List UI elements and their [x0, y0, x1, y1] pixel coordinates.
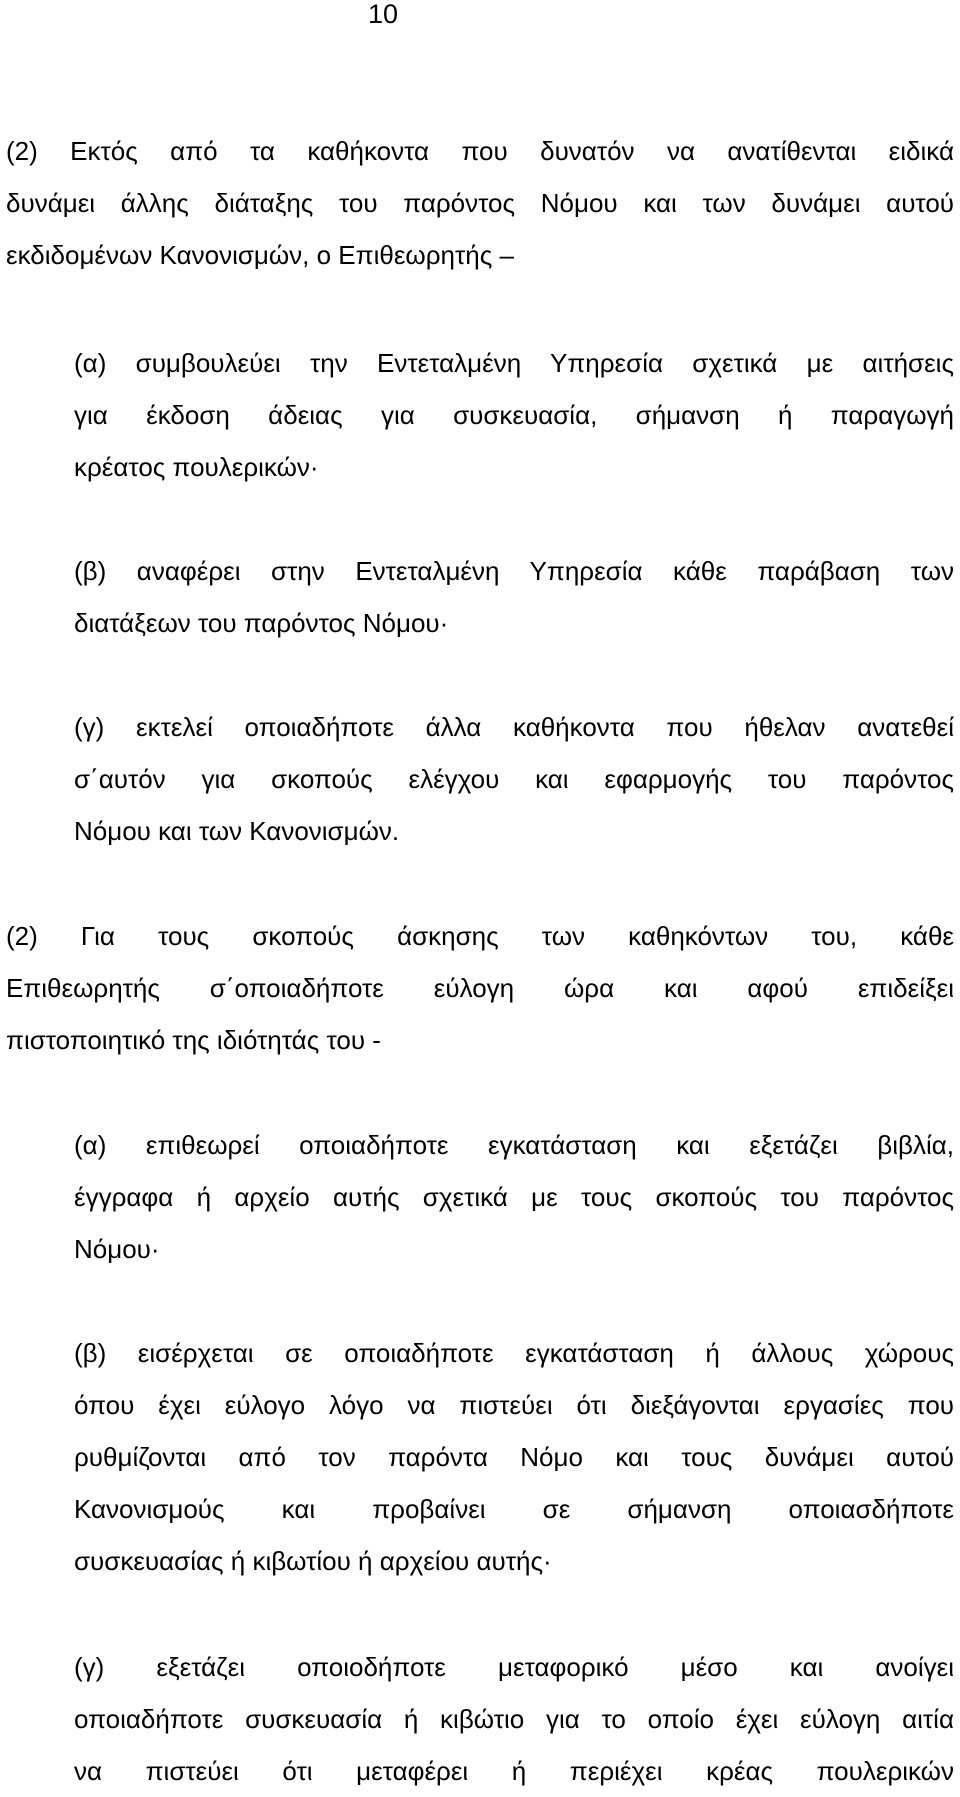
text-line: (γ) εξετάζει οποιοδήποτε μεταφορικό μέσο και ανοίγει: [74, 1652, 954, 1682]
clause-a: [74, 337, 954, 493]
power-b: [74, 1327, 954, 1587]
text-line: έγγραφα ή αρχείο αυτής σχετικά με τους σκοπούς του παρόντος: [74, 1182, 954, 1212]
text-line: δυνάμει άλλης διάταξης του παρόντος Νόμου και των δυνάμει αυτού: [6, 188, 954, 218]
paragraph-2-powers: [6, 910, 954, 1066]
text-line: σ΄αυτόν για σκοπούς ελέγχου και εφαρμογής του παρόντος: [74, 764, 954, 794]
page-number: 10: [367, 0, 399, 29]
text-line: για έκδοση άδειας για συσκευασία, σήμανση ή παραγωγή: [74, 400, 954, 430]
text-line: (β) εισέρχεται σε οποιαδήποτε εγκατάσταση ή άλλους χώρους: [74, 1338, 954, 1368]
text-line: συσκευασίας ή κιβωτίου ή αρχείου αυτής·: [74, 1546, 552, 1576]
text-line: όπου έχει εύλογο λόγο να πιστεύει ότι διεξάγονται εργασίες που: [74, 1390, 954, 1420]
text-line: (α) επιθεωρεί οποιαδήποτε εγκατάσταση και εξετάζει βιβλία,: [74, 1130, 954, 1160]
clause-b: [74, 545, 954, 649]
text-line: (β) αναφέρει στην Εντεταλμένη Υπηρεσία κάθε παράβαση των: [74, 556, 954, 586]
text-line: Νόμου·: [74, 1234, 160, 1264]
text-line: να πιστεύει ότι μεταφέρει ή περιέχει κρέας πουλερικών: [74, 1756, 954, 1786]
text-line: (γ) εκτελεί οποιαδήποτε άλλα καθήκοντα που ήθελαν ανατεθεί: [74, 712, 954, 742]
text-line: κρέατος πουλερικών·: [74, 452, 319, 482]
clause-c: [74, 701, 954, 857]
text-line: Νόμου και των Κανονισμών.: [74, 816, 400, 846]
text-line: διατάξεων του παρόντος Νόμου·: [74, 608, 449, 638]
power-a: [74, 1119, 954, 1275]
text-line: ρυθμίζονται από τον παρόντα Νόμο και τους δυνάμει αυτού: [74, 1442, 954, 1472]
text-line: (α) συμβουλεύει την Εντεταλμένη Υπηρεσία σχετικά με αιτήσεις: [74, 348, 954, 378]
text-line: (2) Εκτός από τα καθήκοντα που δυνατόν να ανατίθενται ειδικά: [6, 136, 954, 166]
power-c: [74, 1641, 954, 1797]
text-line: εκδιδομένων Κανονισμών, ο Επιθεωρητής –: [6, 240, 514, 270]
text-line: (2) Για τους σκοπούς άσκησης των καθηκόντων του, κάθε: [6, 921, 954, 951]
text-line: οποιαδήποτε συσκευασία ή κιβώτιο για το οποίο έχει εύλογη αιτία: [74, 1704, 954, 1734]
text-line: Κανονισμούς και προβαίνει σε σήμανση οποιασδήποτε: [74, 1494, 954, 1524]
text-line: πιστοποιητικό της ιδιότητάς του -: [6, 1025, 381, 1055]
text-line: Επιθεωρητής σ΄οποιαδήποτε εύλογη ώρα και αφού επιδείξει: [6, 973, 954, 1003]
paragraph-2-intro: [6, 125, 954, 281]
